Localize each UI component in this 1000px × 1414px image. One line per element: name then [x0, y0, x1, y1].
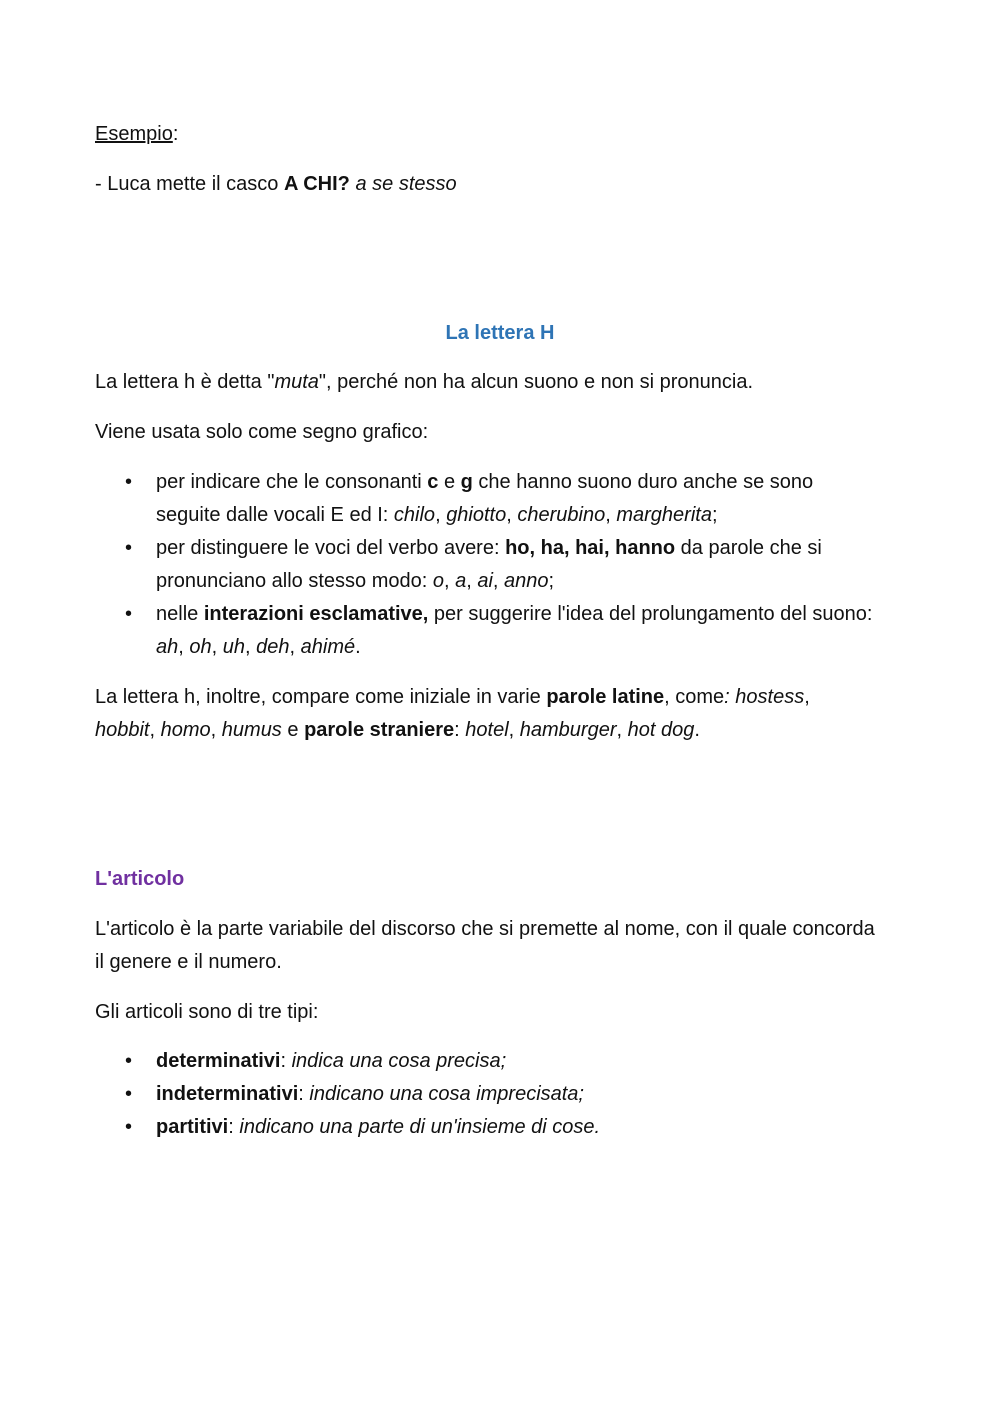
list-item: • per indicare che le consonanti c e g che hanno suono duro anche se sono seguite dalle vocali E ed I: chilo, ghiotto, cherubino, margherita; [95, 466, 875, 532]
list-item: • indeterminativi: indicano una cosa imprecisata; [95, 1078, 875, 1111]
list-item: • determinativi: indica una cosa precisa; [95, 1045, 875, 1078]
list-item: • partitivi: indicano una parte di un'insieme di cose. [95, 1111, 875, 1144]
bullet-list-articoli [95, 1045, 875, 1144]
section-title-articolo: L'articolo [95, 868, 185, 890]
bullet-icon: • [125, 537, 133, 559]
bullet-icon: • [125, 471, 133, 493]
paragraph: La lettera h è detta "muta", perché non ha alcun suono e non si pronuncia. [95, 371, 753, 393]
bullet-list-h [95, 466, 875, 664]
list-item: • nelle interazioni esclamative, per suggerire l'idea del prolungamento del suono: ah, oh, uh, deh, ahimé. [95, 598, 875, 664]
bullet-icon: • [125, 1116, 133, 1138]
paragraph: Gli articoli sono di tre tipi: [95, 1001, 319, 1023]
list-item: • per distinguere le voci del verbo avere: ho, ha, hai, hanno da parole che si pronunciano allo stesso modo: o, a, ai, anno; [95, 532, 875, 598]
section-title-lettera-h: La lettera H [445, 322, 555, 344]
paragraph: Viene usata solo come segno grafico: [95, 421, 429, 443]
paragraph: La lettera h, inoltre, compare come iniziale in varie parole latine, come: hostess, hobbit, homo, humus e parole straniere: hotel, hamburger, hot dog. [95, 686, 810, 741]
example-heading: Esempio: [95, 123, 179, 145]
example-line: - Luca mette il casco A CHI? a se stesso [95, 173, 457, 195]
bullet-icon: • [125, 603, 133, 625]
paragraph: L'articolo è la parte variabile del discorso che si premette al nome, con il quale concorda il genere e il numero. [95, 918, 875, 973]
bullet-icon: • [125, 1083, 133, 1105]
bullet-icon: • [125, 1050, 133, 1072]
